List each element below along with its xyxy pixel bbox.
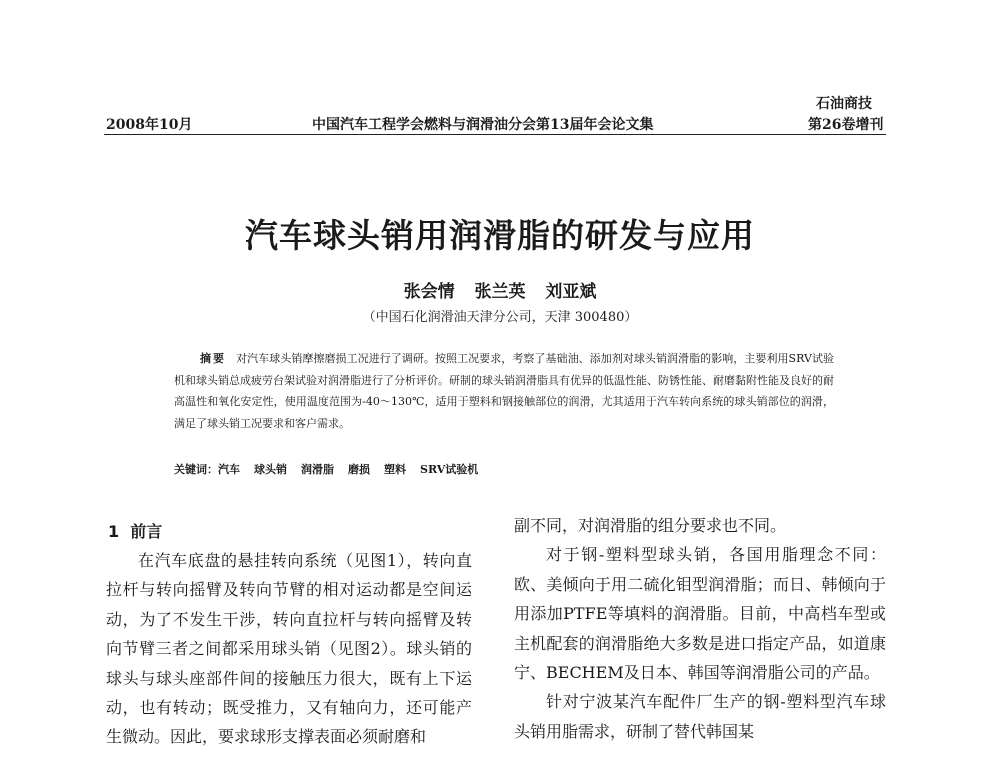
paper-title: 汽车球头销用润滑脂的研发与应用 xyxy=(245,216,755,255)
section-title: 前言 xyxy=(130,522,163,541)
abstract xyxy=(174,348,834,434)
body-column-right xyxy=(514,511,886,746)
keyword: 磨损 xyxy=(348,463,370,476)
proceedings-title: 中国汽车工程学会燃料与润滑油分会第13届年会论文集 xyxy=(312,117,654,133)
abstract-label: 摘要 xyxy=(200,352,227,365)
keyword: 汽车 xyxy=(218,463,240,476)
volume-label: 第26卷增刊 xyxy=(808,117,884,133)
keyword: 球头销 xyxy=(254,463,287,476)
abstract-text: 对汽车球头销摩擦磨损工况进行了调研。按照工况要求，考察了基础油、添加剂对球头销润滑脂的影响，主要利用SRV试验机和球头销总成疲劳台架试验对润滑脂进行了分析评价。研制的球头销润滑脂具有优异的低温性能、防锈性能、耐磨黏附性能及良好的耐高温性和氧化安定性，使用温度范围为-40～130℃，适用于塑料和钢接触部位的润滑，尤其适用于汽车转向系统的球头销部位的润滑，满足了球头销工况要求和客户需求。 xyxy=(174,352,835,430)
header-rule xyxy=(104,134,886,135)
body-paragraph: 针对宁波某汽车配件厂生产的钢-塑料型汽车球头销用脂需求，研制了替代韩国某 xyxy=(514,692,886,741)
keyword: 润滑脂 xyxy=(301,463,334,476)
keyword: SRV试验机 xyxy=(420,463,479,476)
keywords xyxy=(174,461,492,477)
journal-name: 石油商技 xyxy=(816,96,872,112)
keywords-label: 关键词： xyxy=(174,463,218,476)
body-paragraph: 副不同，对润滑脂的组分要求也不同。 xyxy=(514,516,787,535)
author-list: 张会情 张兰英 刘亚斌 xyxy=(403,282,597,302)
affiliation: （中国石化润滑油天津分公司，天津 300480） xyxy=(362,310,638,325)
body-paragraph: 对于钢-塑料型球头销，各国用脂理念不同：欧、美倾向于用二硫化钼型润滑脂；而日、韩倾向于用添加PTFE等填料的润滑脂。目前，中高档车型或主机配套的润滑脂绝大多数是进口指定产品，如道康宁、BECHEM及日本、韩国等润滑脂公司的产品。 xyxy=(514,545,886,683)
body-paragraph: 在汽车底盘的悬挂转向系统（见图1），转向直拉杆与转向摇臂及转向节臂的相对运动都是空间运动，为了不发生干涉，转向直拉杆与转向摇臂及转向节臂三者之间都采用球头销（见图2）。球头销的球头与球头座部件间的接触压力很大，既有上下运动，也有转动；既受推力，又有轴向力，还可能产生微动。因此，要求球形支撑表面必须耐磨和 xyxy=(106,551,472,747)
section-number: 1 xyxy=(108,522,120,541)
body-column-left xyxy=(106,546,472,752)
keyword: 塑料 xyxy=(384,463,406,476)
issue-date: 2008年10月 xyxy=(106,117,193,133)
section-heading xyxy=(108,519,162,542)
